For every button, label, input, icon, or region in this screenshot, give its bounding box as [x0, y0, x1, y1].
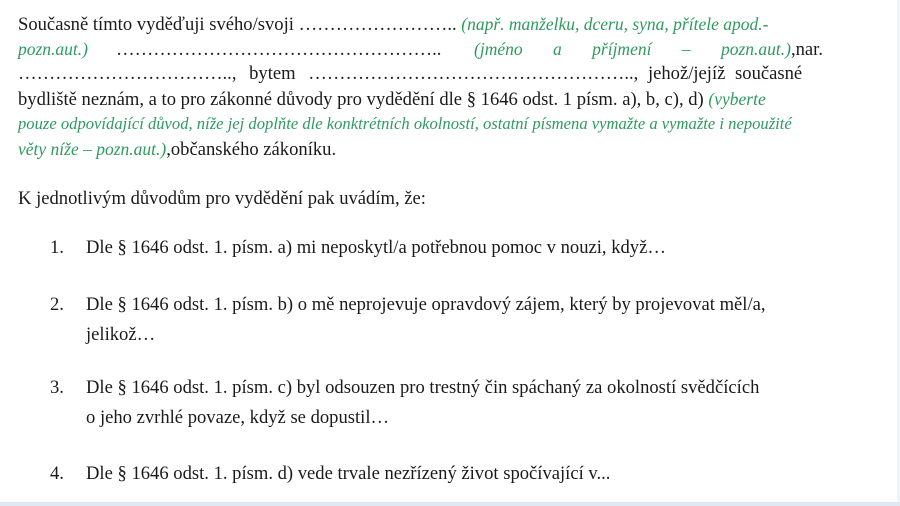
- body-text: ,občanského zákoníku.: [166, 139, 337, 160]
- list-number: 1.: [50, 237, 64, 258]
- body-text: ,nar.: [790, 39, 823, 60]
- paragraph-line-6: [18, 137, 336, 162]
- list-text-line: Dle § 1646 odst. 1. písm. c) byl odsouzen pro trestný čin spáchaný za okolností svědčících: [86, 377, 760, 398]
- paragraph-line-5: [18, 112, 792, 136]
- body-text: bytem: [244, 63, 301, 84]
- blank-dots: ……………………..: [298, 14, 462, 35]
- author-note: pozn.aut.): [18, 39, 88, 59]
- window-edge: [0, 502, 900, 506]
- list-number: 2.: [50, 294, 64, 315]
- paragraph-line-2: [18, 37, 823, 62]
- list-text-line: Dle § 1646 odst. 1. písm. b) o mě neprojevuje opravdový zájem, který by projevovat měl/a,: [86, 294, 766, 315]
- list-text-line: o jeho zvrhlé povaze, když se dopustil…: [86, 407, 390, 428]
- author-note: (vyberte: [708, 89, 766, 109]
- body-text: Současně tímto vyděďuji svého/svoji: [18, 14, 299, 35]
- blank-dots: ……………………………..,: [18, 63, 237, 84]
- paragraph-line-3: [18, 62, 802, 86]
- list-text-line: Dle § 1646 odst. 1. písm. a) mi neposkytl/a potřebnou pomoc v nouzi, když…: [86, 237, 666, 258]
- list-text-line: Dle § 1646 odst. 1. písm. d) vede trvale nezřízený život spočívající v...: [86, 463, 611, 484]
- author-note: pouze odpovídající důvod, níže jej doplňte dle konktrétních okolností, ostatní písmena vymažte a vymažte i nepoužité: [18, 114, 792, 133]
- list-number: 3.: [50, 377, 64, 398]
- author-note: věty níže – pozn.aut.): [18, 139, 167, 159]
- body-text: bydliště neznám, a to pro zákonné důvody pro vydědění dle § 1646 odst. 1 písm. a), b, c), d): [18, 89, 709, 110]
- intro-sentence: K jednotlivým důvodům pro vydědění pak uvádím, že:: [18, 188, 426, 209]
- author-note: (jméno a příjmení – pozn.aut.): [474, 39, 791, 59]
- paragraph-line-4: [18, 87, 766, 112]
- blank-dots: ……………………………………………..: [116, 39, 447, 60]
- list-text-line: jelikož…: [86, 324, 156, 345]
- paragraph-line-1: [18, 12, 768, 37]
- author-note: (např. manželku, dceru, syna, přítele apod.-: [461, 14, 769, 34]
- list-number: 4.: [50, 463, 64, 484]
- body-text: jehož/jejíž současné: [638, 63, 803, 84]
- blank-dots: ……………………………………………..,: [308, 63, 639, 84]
